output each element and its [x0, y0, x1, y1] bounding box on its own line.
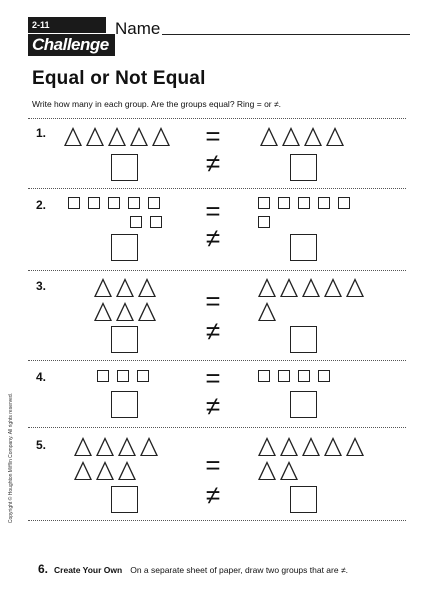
- triangle-shape: [96, 437, 114, 456]
- square-shape: [258, 197, 270, 209]
- square-shape: [338, 197, 350, 209]
- triangle-shape: [74, 461, 92, 480]
- square-shape: [298, 197, 310, 209]
- triangle-shape: [94, 302, 112, 321]
- divider: [28, 118, 406, 119]
- triangle-shape: [324, 278, 342, 297]
- triangle-shape: [326, 127, 344, 146]
- square-shape: [97, 370, 109, 382]
- square-shape: [150, 216, 162, 228]
- copyright-notice: Copyright © Houghton Mifflin Company. All rights reserved.: [8, 392, 14, 524]
- equal-symbol[interactable]: =: [205, 363, 221, 393]
- square-shape: [130, 216, 142, 228]
- triangle-shape: [280, 437, 298, 456]
- square-shape: [108, 197, 120, 209]
- triangle-shape: [260, 127, 278, 146]
- triangle-shape: [304, 127, 322, 146]
- square-shape: [117, 370, 129, 382]
- triangle-shape: [64, 127, 82, 146]
- right-answer-box[interactable]: [290, 326, 317, 353]
- divider: [28, 520, 406, 521]
- name-line[interactable]: [162, 34, 410, 35]
- left-answer-box[interactable]: [111, 234, 138, 261]
- triangle-shape: [94, 278, 112, 297]
- triangle-shape: [258, 437, 276, 456]
- not-equal-symbol[interactable]: ≠: [205, 391, 221, 421]
- not-equal-symbol[interactable]: ≠: [205, 480, 221, 510]
- square-shape: [258, 216, 270, 228]
- problem-number: 4.: [36, 370, 47, 384]
- triangle-shape: [280, 461, 298, 480]
- left-answer-box[interactable]: [111, 391, 138, 418]
- triangle-shape: [346, 437, 364, 456]
- right-answer-box[interactable]: [290, 234, 317, 261]
- triangle-shape: [346, 278, 364, 297]
- triangle-shape: [138, 278, 156, 297]
- triangle-shape: [302, 437, 320, 456]
- question-6-text: On a separate sheet of paper, draw two groups that are ≠.: [130, 565, 348, 575]
- triangle-shape: [118, 461, 136, 480]
- right-answer-box[interactable]: [290, 391, 317, 418]
- triangle-shape: [282, 127, 300, 146]
- triangle-shape: [302, 278, 320, 297]
- question-6: [38, 562, 348, 576]
- problem-number: 5.: [36, 438, 47, 452]
- square-shape: [137, 370, 149, 382]
- left-answer-box[interactable]: [111, 326, 138, 353]
- triangle-shape: [140, 437, 158, 456]
- square-shape: [318, 197, 330, 209]
- triangle-shape: [152, 127, 170, 146]
- not-equal-symbol[interactable]: ≠: [205, 148, 221, 178]
- problem-number: 1.: [36, 126, 47, 140]
- triangle-shape: [74, 437, 92, 456]
- square-shape: [278, 197, 290, 209]
- equal-symbol[interactable]: =: [205, 196, 221, 226]
- square-shape: [258, 370, 270, 382]
- equal-symbol[interactable]: =: [205, 450, 221, 480]
- question-6-label: Create Your Own: [54, 565, 123, 575]
- divider: [28, 270, 406, 271]
- left-answer-box[interactable]: [111, 154, 138, 181]
- triangle-shape: [118, 437, 136, 456]
- divider: [28, 427, 406, 428]
- triangle-shape: [280, 278, 298, 297]
- problem-number: 3.: [36, 279, 47, 293]
- square-shape: [148, 197, 160, 209]
- not-equal-symbol[interactable]: ≠: [205, 316, 221, 346]
- square-shape: [128, 197, 140, 209]
- triangle-shape: [130, 127, 148, 146]
- instructions: Write how many in each group. Are the groups equal? Ring = or ≠.: [32, 99, 282, 109]
- right-answer-box[interactable]: [290, 486, 317, 513]
- triangle-shape: [258, 461, 276, 480]
- lesson-code: 2-11: [28, 17, 106, 33]
- triangle-shape: [96, 461, 114, 480]
- triangle-shape: [258, 278, 276, 297]
- name-label: Name: [115, 19, 161, 38]
- square-shape: [278, 370, 290, 382]
- square-shape: [68, 197, 80, 209]
- right-answer-box[interactable]: [290, 154, 317, 181]
- square-shape: [318, 370, 330, 382]
- triangle-shape: [86, 127, 104, 146]
- page-title: Equal or Not Equal: [32, 68, 206, 89]
- equal-symbol[interactable]: =: [205, 121, 221, 151]
- square-shape: [88, 197, 100, 209]
- divider: [28, 360, 406, 361]
- challenge-banner: Challenge: [28, 34, 115, 56]
- triangle-shape: [108, 127, 126, 146]
- square-shape: [298, 370, 310, 382]
- question-6-number: 6.: [38, 562, 49, 576]
- triangle-shape: [116, 278, 134, 297]
- triangle-shape: [258, 302, 276, 321]
- problem-number: 2.: [36, 198, 47, 212]
- not-equal-symbol[interactable]: ≠: [205, 223, 221, 253]
- triangle-shape: [324, 437, 342, 456]
- triangle-shape: [116, 302, 134, 321]
- triangle-shape: [138, 302, 156, 321]
- left-answer-box[interactable]: [111, 486, 138, 513]
- divider: [28, 188, 406, 189]
- equal-symbol[interactable]: =: [205, 286, 221, 316]
